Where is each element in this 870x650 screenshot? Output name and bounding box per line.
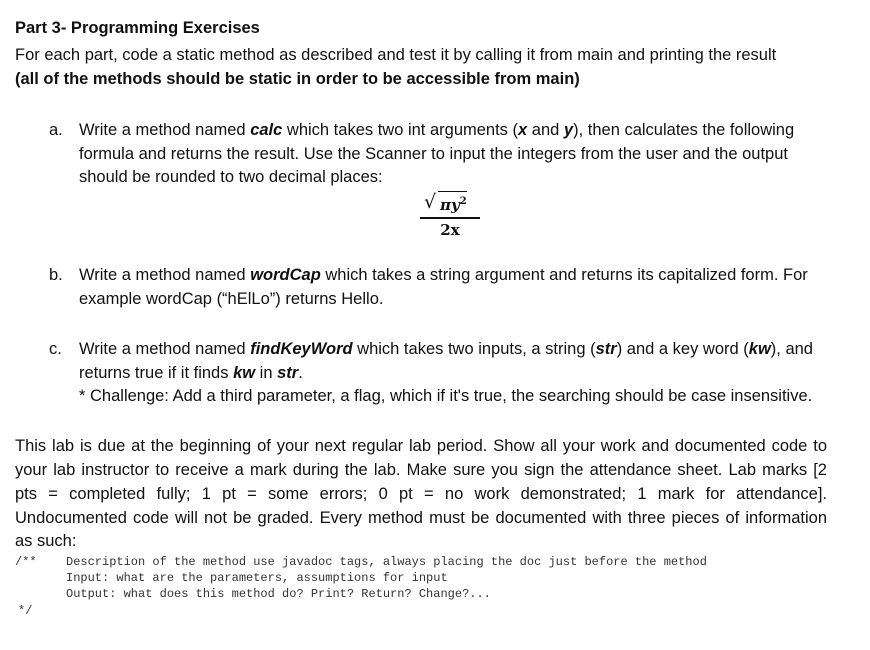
- method-name-calc: calc: [250, 121, 283, 139]
- item-a-text: ), then calculates the following: [573, 121, 795, 139]
- item-b-line-2: example wordCap (“hElLo”) returns Hello.: [79, 290, 384, 308]
- param-kw: kw: [748, 340, 771, 358]
- item-a-text: and: [527, 121, 564, 139]
- param-x: x: [518, 121, 528, 139]
- item-c-text: ) and a key word (: [616, 340, 749, 358]
- item-c-line-3: * Challenge: Add a third parameter, a flag, which if it's true, the searching should be case insensitive.: [79, 387, 813, 405]
- item-b-text: which takes a string argument and returns its capitalized form. For: [320, 266, 808, 284]
- item-c-text: .: [298, 364, 303, 382]
- code-input: Input: what are the parameters, assumptions for input: [66, 571, 448, 585]
- radicand-text: πy: [440, 196, 460, 214]
- closing-line-2: your lab instructor to receive a mark during the lab. Make sure you sign the attendance sheet. Lab marks [2: [15, 461, 827, 479]
- param-kw: kw: [233, 364, 256, 382]
- item-c-text: in: [255, 364, 278, 382]
- item-a-text: Write a method named: [79, 121, 251, 139]
- formula-numerator: [420, 188, 480, 215]
- code-open: /**: [15, 555, 37, 569]
- param-str: str: [277, 364, 299, 382]
- item-a-text: which takes two int arguments (: [282, 121, 519, 139]
- method-name-findkeyword: findKeyWord: [250, 340, 353, 358]
- intro-line-2: (all of the methods should be static in order to be accessible from main): [15, 70, 580, 88]
- formula: [420, 188, 480, 239]
- item-a-line-3: should be rounded to two decimal places:: [79, 168, 383, 186]
- item-c-text: ), and: [770, 340, 813, 358]
- method-name-wordcap: wordCap: [250, 266, 321, 284]
- exponent: 2: [459, 196, 467, 207]
- formula-denominator: 2x: [440, 221, 460, 239]
- item-a-line-1: [79, 121, 794, 140]
- item-b-text: Write a method named: [79, 266, 251, 284]
- item-c-text: returns true if it finds: [79, 364, 234, 382]
- closing-line-5: as such:: [15, 532, 77, 550]
- closing-line-1: This lab is due at the beginning of your next regular lab period. Show all your work and documented code to: [15, 437, 827, 455]
- closing-line-4: Undocumented code will not be graded. Every method must be documented with three pieces of information: [15, 509, 827, 527]
- code-description: Description of the method use javadoc tags, always placing the doc just before the method: [66, 555, 707, 569]
- item-c-line-2: [79, 364, 303, 383]
- item-c-text: which takes two inputs, a string (: [352, 340, 596, 358]
- item-b-letter: b.: [49, 266, 63, 284]
- code-close: */: [18, 604, 33, 618]
- radical-sign: √: [424, 191, 437, 213]
- item-c-text: Write a method named: [79, 340, 251, 358]
- item-b-line-1: [79, 266, 808, 285]
- fraction-bar: [420, 217, 480, 219]
- radicand: [438, 191, 467, 215]
- code-output: Output: what does this method do? Print? Return? Change?...: [66, 587, 491, 601]
- item-c-letter: c.: [49, 340, 62, 358]
- item-a-line-2: formula and returns the result. Use the Scanner to input the integers from the user and the output: [79, 145, 788, 163]
- item-c-line-1: [79, 340, 813, 359]
- item-a-letter: a.: [49, 121, 63, 139]
- param-str: str: [595, 340, 617, 358]
- closing-line-3: pts = completed fully; 1 pt = some errors; 0 pt = no work demonstrated; 1 mark for attendance].: [15, 485, 827, 503]
- param-y: y: [563, 121, 574, 139]
- section-title: Part 3- Programming Exercises: [15, 19, 260, 37]
- intro-line-1: For each part, code a static method as described and test it by calling it from main and printing the result: [15, 46, 777, 64]
